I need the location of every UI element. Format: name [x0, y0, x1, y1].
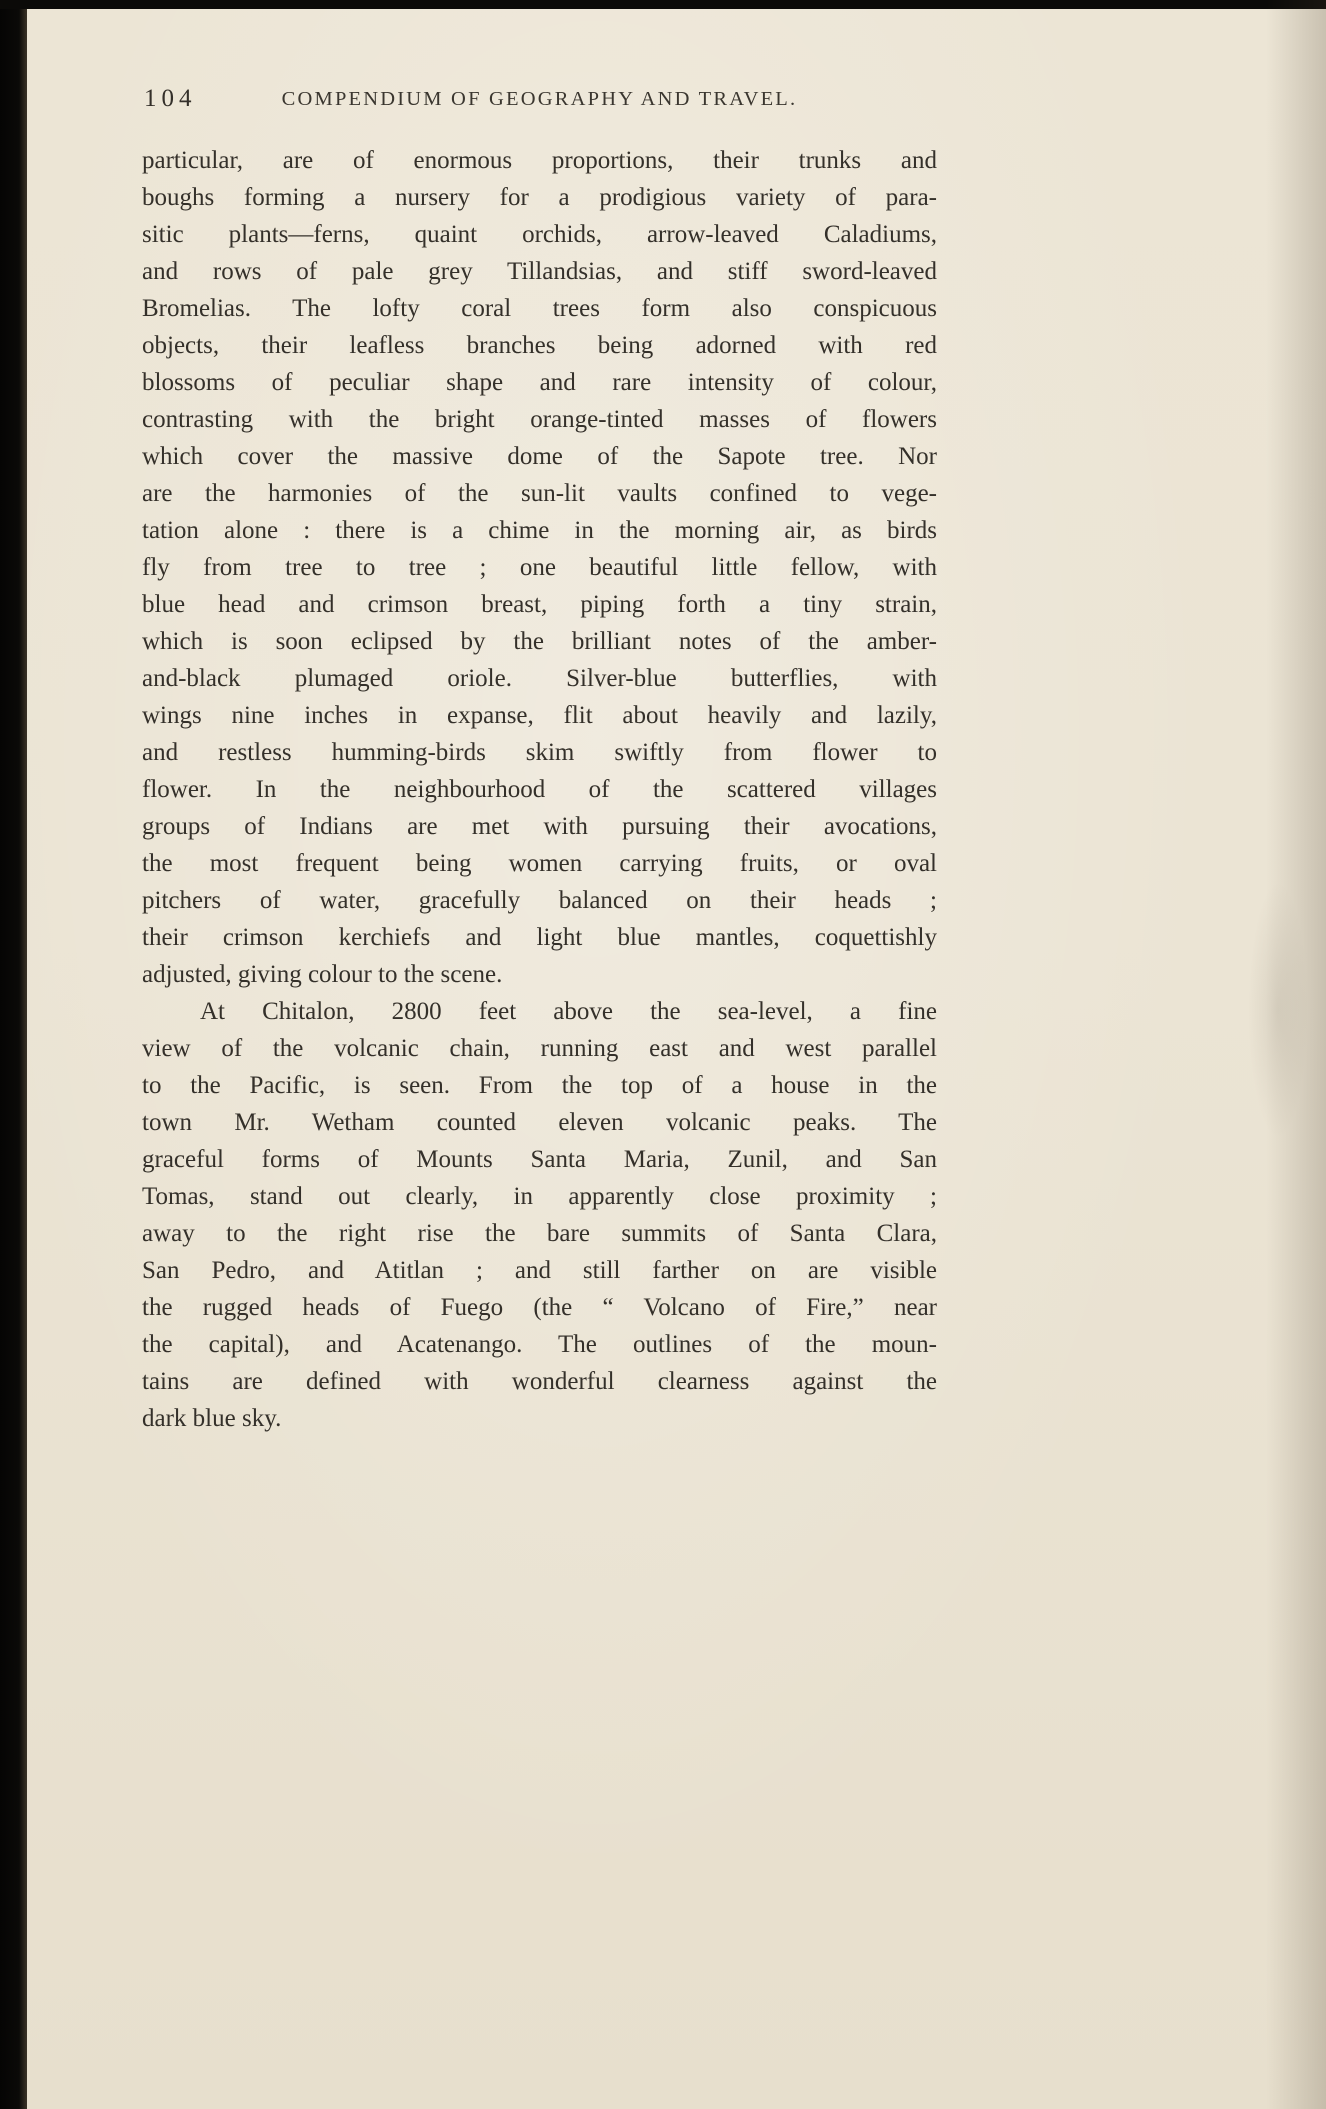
text-line: pitchers of water, gracefully balanced on their heads ;	[142, 887, 937, 914]
text-line: away to the right rise the bare summits of Santa Clara,	[142, 1220, 937, 1247]
text-line: adjusted, giving colour to the scene.	[142, 961, 503, 988]
text-line: their crimson kerchiefs and light blue mantles, coquettishly	[142, 924, 937, 951]
text-line: boughs forming a nursery for a prodigious variety of para-	[142, 184, 937, 211]
body-text	[142, 142, 937, 1437]
text-line: groups of Indians are met with pursuing their avocations,	[142, 813, 937, 840]
running-title: COMPENDIUM OF GEOGRAPHY AND TRAVEL.	[281, 88, 798, 110]
text-line: blue head and crimson breast, piping forth a tiny strain,	[142, 591, 937, 618]
text-line: particular, are of enormous proportions, their trunks and	[142, 147, 937, 174]
scan-edge-top	[0, 0, 1326, 9]
text-line: are the harmonies of the sun-lit vaults confined to vege-	[142, 480, 937, 507]
text-line: to the Pacific, is seen. From the top of a house in the	[142, 1072, 937, 1099]
scan-edge-left	[0, 0, 27, 2109]
text-line: and-black plumaged oriole. Silver-blue butterflies, with	[142, 665, 937, 692]
text-line: At Chitalon, 2800 feet above the sea-level, a fine	[200, 998, 937, 1025]
page-number: 104	[144, 85, 197, 112]
scan-edge-right-shadow	[1266, 0, 1326, 2109]
text-line: and restless humming-birds skim swiftly from flower to	[142, 739, 937, 766]
text-line: wings nine inches in expanse, flit about heavily and lazily,	[142, 702, 937, 729]
text-line: and rows of pale grey Tillandsias, and stiff sword-leaved	[142, 258, 937, 285]
text-line: tation alone : there is a chime in the morning air, as birds	[142, 517, 937, 544]
text-line: which is soon eclipsed by the brilliant notes of the amber-	[142, 628, 937, 655]
text-line: blossoms of peculiar shape and rare intensity of colour,	[142, 369, 937, 396]
text-line: the capital), and Acatenango. The outlines of the moun-	[142, 1331, 937, 1358]
text-line: tains are defined with wonderful clearness against the	[142, 1368, 937, 1395]
text-line: sitic plants—ferns, quaint orchids, arrow-leaved Caladiums,	[142, 221, 937, 248]
text-line: the rugged heads of Fuego (the “ Volcano of Fire,” near	[142, 1294, 937, 1321]
text-line: Tomas, stand out clearly, in apparently close proximity ;	[142, 1183, 937, 1210]
text-line: graceful forms of Mounts Santa Maria, Zunil, and San	[142, 1146, 937, 1173]
text-line: fly from tree to tree ; one beautiful little fellow, with	[142, 554, 937, 581]
text-line: contrasting with the bright orange-tinted masses of flowers	[142, 406, 937, 433]
text-line: which cover the massive dome of the Sapote tree. Nor	[142, 443, 937, 470]
text-line: town Mr. Wetham counted eleven volcanic peaks. The	[142, 1109, 937, 1136]
text-line: the most frequent being women carrying fruits, or oval	[142, 850, 937, 877]
text-line: Bromelias. The lofty coral trees form also conspicuous	[142, 295, 937, 322]
text-line: dark blue sky.	[142, 1405, 282, 1432]
page-header	[142, 84, 937, 120]
scan-smudge	[1248, 880, 1308, 1140]
text-line: San Pedro, and Atitlan ; and still farther on are visible	[142, 1257, 937, 1284]
text-line: flower. In the neighbourhood of the scattered villages	[142, 776, 937, 803]
text-line: view of the volcanic chain, running east and west parallel	[142, 1035, 937, 1062]
text-line: objects, their leafless branches being adorned with red	[142, 332, 937, 359]
